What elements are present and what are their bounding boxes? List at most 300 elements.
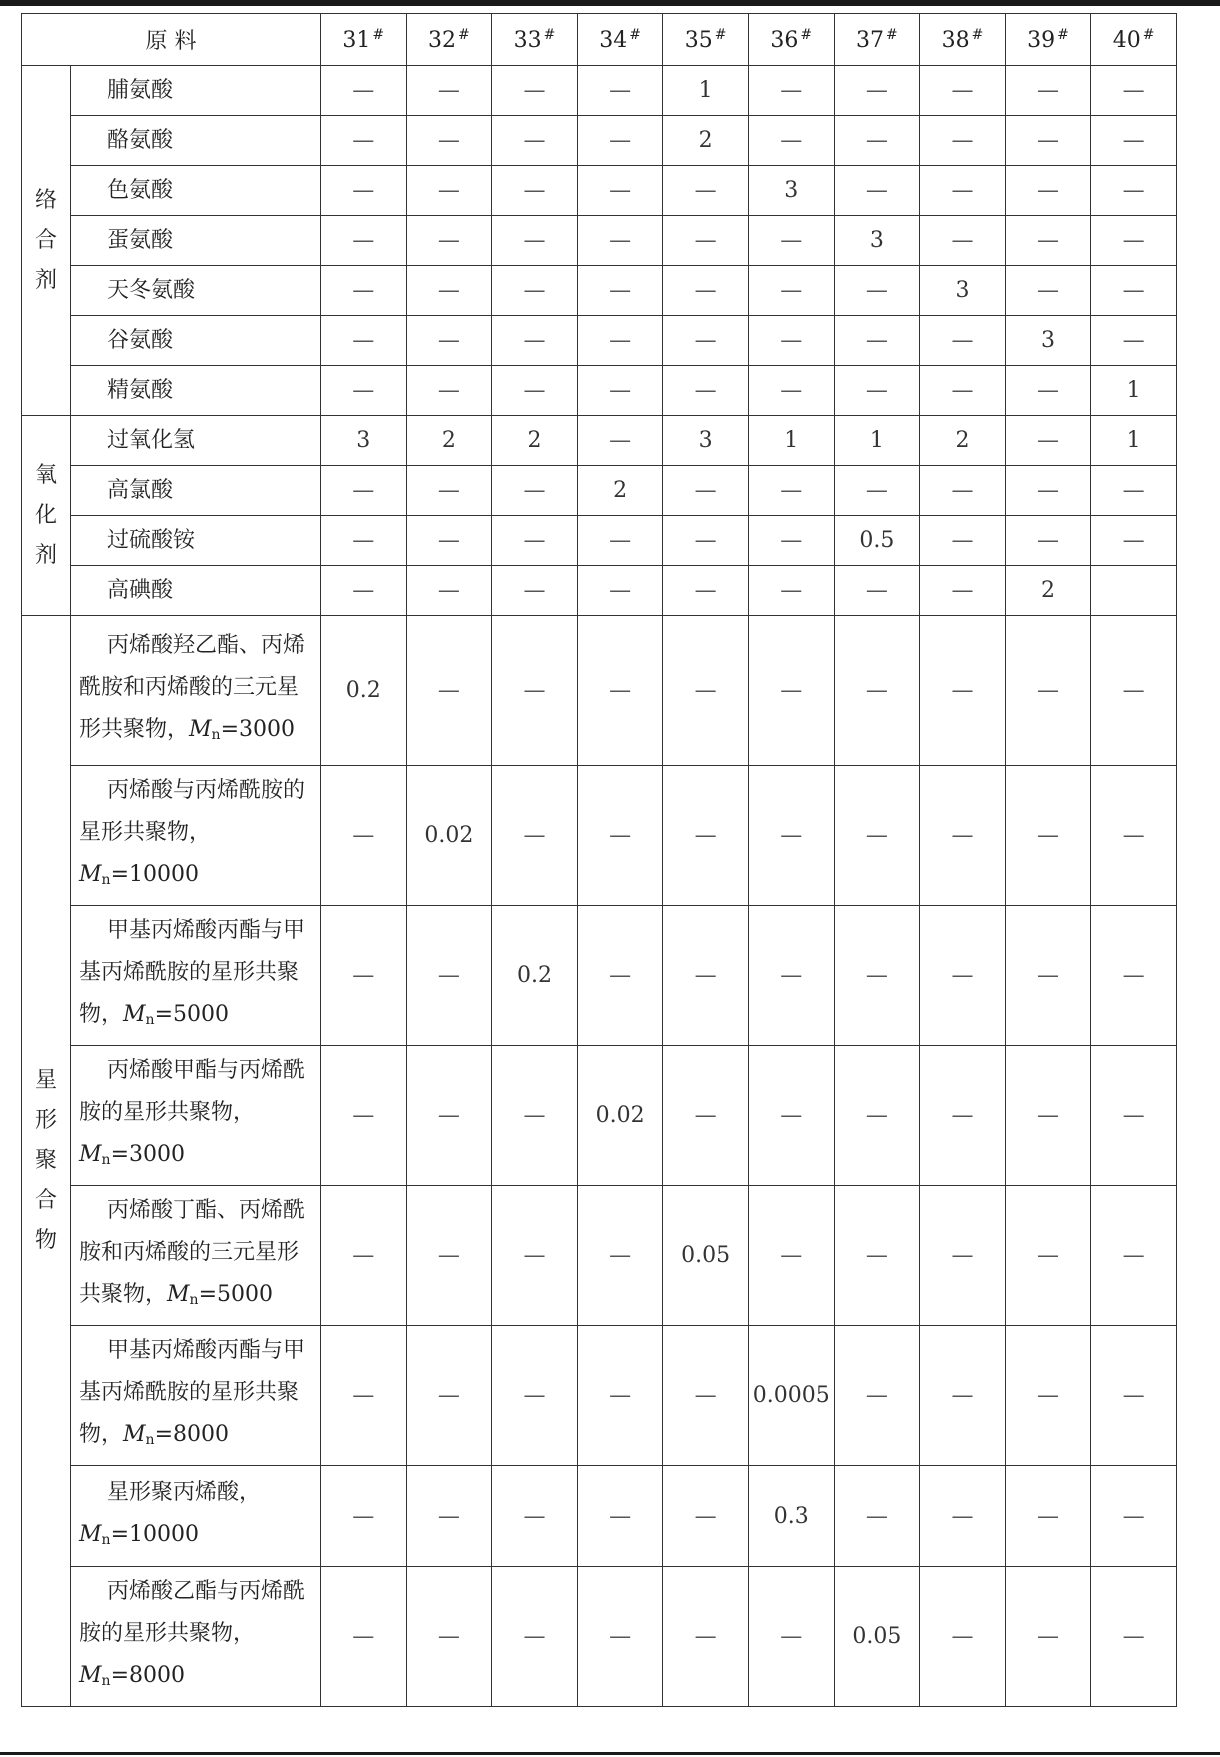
material-name — [71, 566, 321, 616]
value-cell: 0.05 — [834, 1567, 920, 1707]
value-cell: — — [920, 66, 1006, 116]
value-cell: — — [492, 1186, 578, 1326]
value-cell: — — [748, 216, 834, 266]
value-cell: — — [663, 466, 749, 516]
value-cell: — — [1091, 616, 1177, 766]
molecular-weight — [189, 717, 295, 742]
value-cell: — — [1005, 766, 1091, 906]
table-row — [22, 416, 1177, 466]
value-cell: — — [1005, 1466, 1091, 1567]
value-cell: — — [1091, 316, 1177, 366]
value-cell: — — [920, 616, 1006, 766]
material-name-text: 丙烯酸羟乙酯、丙烯酰胺和丙烯酸的三元星形共聚物， — [79, 633, 306, 742]
value-cell: — — [663, 566, 749, 616]
value-cell: — — [663, 1466, 749, 1567]
group-char: 络 — [34, 187, 57, 213]
value-cell: — — [1091, 1466, 1177, 1567]
value-cell: — — [577, 1567, 663, 1707]
value-cell: 3 — [920, 266, 1006, 316]
group-char: 剂 — [34, 267, 57, 293]
molecular-weight — [79, 862, 199, 887]
value-cell: — — [1091, 766, 1177, 906]
value-cell: — — [492, 1466, 578, 1567]
value-cell: — — [920, 466, 1006, 516]
value-cell: — — [834, 266, 920, 316]
value-cell: — — [834, 1326, 920, 1466]
value-cell: — — [1005, 906, 1091, 1046]
value-cell: — — [577, 616, 663, 766]
material-name — [71, 416, 321, 466]
value-cell: — — [406, 116, 492, 166]
value-cell: — — [1005, 266, 1091, 316]
value-cell: 3 — [748, 166, 834, 216]
value-cell: — — [1005, 416, 1091, 466]
value-cell: — — [663, 516, 749, 566]
value-cell: — — [406, 1466, 492, 1567]
material-name-text: 丙烯酸丁酯、丙烯酰胺和丙烯酸的三元星形共聚物， — [79, 1198, 306, 1307]
value-cell: — — [920, 1046, 1006, 1186]
value-cell: — — [920, 1186, 1006, 1326]
sample-hash: # — [885, 26, 898, 43]
value-cell: — — [321, 116, 407, 166]
value-cell: — — [1091, 1326, 1177, 1466]
material-name — [71, 1186, 321, 1326]
material-name-text: 脯氨酸 — [107, 77, 174, 103]
value-cell: — — [577, 66, 663, 116]
molecular-weight — [123, 1422, 229, 1447]
material-name — [71, 266, 321, 316]
value-cell: — — [406, 1326, 492, 1466]
value-cell: — — [663, 906, 749, 1046]
material-name — [71, 66, 321, 116]
group-char: 氧 — [34, 462, 57, 488]
table-row — [22, 516, 1177, 566]
value-cell: — — [1091, 1186, 1177, 1326]
mn-symbol: M — [167, 1282, 190, 1307]
material-name — [71, 516, 321, 566]
value-cell: — — [577, 116, 663, 166]
value-cell: — — [748, 66, 834, 116]
value-cell: 2 — [492, 416, 578, 466]
value-cell: — — [321, 466, 407, 516]
material-name — [71, 116, 321, 166]
material-name-text: 星形聚丙烯酸， — [107, 1479, 262, 1505]
sample-number: 36 — [770, 27, 799, 53]
group-char: 形 — [34, 1108, 57, 1133]
value-cell: 1 — [834, 416, 920, 466]
value-cell: — — [920, 1326, 1006, 1466]
value-cell: — — [920, 1466, 1006, 1567]
value-cell: 2 — [577, 466, 663, 516]
sample-header-35 — [663, 14, 749, 66]
value-cell: — — [321, 316, 407, 366]
mn-value: =10000 — [110, 1521, 199, 1547]
value-cell: — — [321, 66, 407, 116]
material-name-text: 高氯酸 — [107, 477, 174, 503]
material-name-text: 谷氨酸 — [107, 327, 174, 353]
value-cell: — — [1091, 516, 1177, 566]
mn-subscript: n — [145, 1012, 155, 1028]
mn-value: =8000 — [154, 1422, 229, 1447]
value-cell: — — [834, 1046, 920, 1186]
value-cell: — — [577, 1466, 663, 1567]
value-cell: — — [663, 1326, 749, 1466]
mn-symbol: M — [79, 1663, 102, 1688]
sample-number: 35 — [684, 27, 713, 53]
value-cell: — — [577, 216, 663, 266]
value-cell: — — [663, 766, 749, 906]
top-rule — [0, 0, 1220, 6]
value-cell: — — [1005, 1046, 1091, 1186]
table-row — [22, 1326, 1177, 1466]
material-name-text: 过硫酸铵 — [107, 527, 196, 553]
value-cell: — — [748, 566, 834, 616]
value-cell: — — [321, 906, 407, 1046]
value-cell: — — [748, 766, 834, 906]
value-cell: — — [577, 566, 663, 616]
value-cell: — — [577, 166, 663, 216]
value-cell: — — [834, 366, 920, 416]
value-cell: — — [577, 316, 663, 366]
value-cell: — — [492, 216, 578, 266]
value-cell: — — [321, 566, 407, 616]
table-row — [22, 766, 1177, 906]
value-cell: 1 — [1091, 366, 1177, 416]
sample-hash: # — [458, 26, 470, 43]
value-cell: — — [321, 1567, 407, 1707]
value-cell: — — [748, 906, 834, 1046]
table-row — [22, 1466, 1177, 1567]
value-cell: — — [321, 516, 407, 566]
table-row — [22, 266, 1177, 316]
value-cell: — — [321, 1466, 407, 1567]
material-name-text: 丙烯酸甲酯与丙烯酰胺的星形共聚物， — [79, 1058, 306, 1125]
value-cell: — — [1091, 166, 1177, 216]
material-name — [71, 1326, 321, 1466]
value-cell: — — [1091, 466, 1177, 516]
value-cell: 3 — [663, 416, 749, 466]
sample-hash: # — [1057, 26, 1069, 43]
material-name — [71, 316, 321, 366]
material-name — [71, 166, 321, 216]
table-row — [22, 616, 1177, 766]
table-row — [22, 366, 1177, 416]
value-cell: — — [406, 516, 492, 566]
value-cell: — — [834, 116, 920, 166]
material-name — [71, 1046, 321, 1186]
value-cell: — — [1005, 516, 1091, 566]
mn-subscript: n — [101, 1531, 111, 1548]
molecular-weight — [123, 1002, 229, 1027]
value-cell: — — [920, 166, 1006, 216]
value-cell: 1 — [748, 416, 834, 466]
value-cell: — — [1005, 1567, 1091, 1707]
mn-value: =3000 — [220, 717, 295, 742]
sample-header-32 — [406, 14, 492, 66]
value-cell: — — [492, 1567, 578, 1707]
value-cell: 3 — [321, 416, 407, 466]
value-cell: 1 — [1091, 416, 1177, 466]
group-char: 聚 — [34, 1148, 57, 1173]
material-name — [71, 1567, 321, 1707]
value-cell: 0.02 — [577, 1046, 663, 1186]
value-cell: — — [920, 516, 1006, 566]
value-cell: — — [748, 466, 834, 516]
molecular-weight — [79, 1663, 185, 1688]
group-label-oxidizer — [22, 416, 71, 616]
value-cell: — — [492, 1046, 578, 1186]
value-cell: — — [748, 1186, 834, 1326]
material-name — [71, 1466, 321, 1567]
group-label-star — [22, 616, 71, 1707]
value-cell: — — [492, 516, 578, 566]
value-cell: — — [406, 316, 492, 366]
group-char: 星 — [34, 1068, 57, 1093]
mn-value: =3000 — [110, 1142, 185, 1167]
value-cell: 3 — [834, 216, 920, 266]
material-name-text: 甲基丙烯酸丙酯与甲基丙烯酰胺的星形共聚物， — [79, 918, 306, 1027]
table-row — [22, 1567, 1177, 1707]
value-cell: — — [834, 766, 920, 906]
table-row — [22, 316, 1177, 366]
mn-symbol: M — [189, 717, 212, 742]
value-cell: — — [920, 906, 1006, 1046]
value-cell: — — [406, 216, 492, 266]
mn-value: =5000 — [198, 1282, 273, 1307]
value-cell: — — [920, 566, 1006, 616]
value-cell: — — [492, 616, 578, 766]
value-cell: — — [406, 1046, 492, 1186]
mn-value: =8000 — [110, 1663, 185, 1688]
value-cell: — — [748, 366, 834, 416]
mn-symbol: M — [79, 1142, 102, 1167]
value-cell: — — [663, 166, 749, 216]
mn-value: =5000 — [154, 1002, 229, 1027]
value-cell: — — [492, 66, 578, 116]
value-cell: — — [321, 216, 407, 266]
mn-symbol: M — [123, 1002, 146, 1027]
value-cell: — — [834, 906, 920, 1046]
value-cell: — — [1091, 116, 1177, 166]
value-cell: — — [663, 266, 749, 316]
value-cell: 0.5 — [834, 516, 920, 566]
sample-hash: # — [1142, 26, 1155, 43]
value-cell: — — [321, 366, 407, 416]
material-name-text: 色氨酸 — [107, 177, 174, 203]
value-cell: — — [748, 1046, 834, 1186]
value-cell: — — [748, 266, 834, 316]
value-cell: — — [406, 66, 492, 116]
value-cell: — — [1005, 1326, 1091, 1466]
value-cell: — — [492, 266, 578, 316]
sample-hash: # — [971, 26, 984, 43]
material-name-text: 天冬氨酸 — [107, 277, 196, 303]
table-row — [22, 116, 1177, 166]
mn-symbol: M — [123, 1422, 146, 1447]
sample-header-39 — [1005, 14, 1091, 66]
value-cell: — — [321, 1046, 407, 1186]
value-cell: — — [834, 1186, 920, 1326]
value-cell: — — [920, 366, 1006, 416]
value-cell: — — [492, 366, 578, 416]
mn-subscript: n — [145, 1432, 155, 1448]
material-name-text: 酪氨酸 — [107, 127, 174, 153]
value-cell: — — [321, 166, 407, 216]
value-cell: — — [663, 366, 749, 416]
value-cell: — — [663, 216, 749, 266]
value-cell: 0.05 — [663, 1186, 749, 1326]
value-cell: — — [1005, 216, 1091, 266]
value-cell: — — [834, 566, 920, 616]
table-row — [22, 166, 1177, 216]
mn-subscript: n — [101, 1673, 111, 1689]
value-cell: 3 — [1005, 316, 1091, 366]
value-cell: — — [1005, 466, 1091, 516]
group-char: 物 — [34, 1228, 57, 1253]
sample-header-36 — [748, 14, 834, 66]
value-cell: — — [834, 616, 920, 766]
value-cell: — — [920, 116, 1006, 166]
sample-number: 38 — [941, 27, 970, 53]
sample-hash: # — [543, 26, 556, 43]
value-cell: — — [1005, 616, 1091, 766]
value-cell: 0.02 — [406, 766, 492, 906]
value-cell: — — [1005, 116, 1091, 166]
sample-hash: # — [800, 26, 813, 43]
value-cell: — — [492, 466, 578, 516]
value-cell: — — [1091, 1046, 1177, 1186]
mn-subscript: n — [211, 727, 221, 743]
value-cell: — — [492, 766, 578, 906]
value-cell: 0.3 — [748, 1466, 834, 1567]
formulation-table — [21, 13, 1177, 1707]
value-cell: — — [1005, 166, 1091, 216]
value-cell: — — [663, 616, 749, 766]
material-name-text: 丙烯酸与丙烯酰胺的星形共聚物， — [79, 778, 306, 845]
bottom-rule — [0, 1752, 1220, 1755]
value-cell: — — [834, 66, 920, 116]
material-name — [71, 766, 321, 906]
mn-subscript: n — [101, 872, 111, 888]
mn-subscript: n — [101, 1152, 111, 1168]
value-cell: 2 — [406, 416, 492, 466]
sample-header-37 — [834, 14, 920, 66]
value-cell: 2 — [663, 116, 749, 166]
value-cell: — — [406, 166, 492, 216]
value-cell: — — [920, 1567, 1006, 1707]
value-cell: — — [492, 566, 578, 616]
value-cell: — — [834, 316, 920, 366]
value-cell: — — [406, 266, 492, 316]
sample-header-33 — [492, 14, 578, 66]
value-cell: — — [321, 1186, 407, 1326]
group-char: 合 — [34, 227, 57, 253]
value-cell: — — [406, 566, 492, 616]
value-cell: 0.2 — [321, 616, 407, 766]
molecular-weight — [79, 1142, 185, 1167]
value-cell: — — [577, 1326, 663, 1466]
material-name — [71, 616, 321, 766]
value-cell: — — [577, 766, 663, 906]
sample-number: 34 — [599, 27, 628, 53]
material-name-text: 高碘酸 — [107, 577, 174, 603]
mn-symbol: M — [79, 862, 102, 887]
sample-number: 31 — [342, 27, 371, 53]
mn-subscript: n — [189, 1292, 199, 1308]
value-cell: — — [577, 416, 663, 466]
material-name-text: 精氨酸 — [107, 377, 174, 403]
sample-header-40 — [1091, 14, 1177, 66]
material-name-text: 过氧化氢 — [107, 427, 196, 453]
value-cell: — — [748, 616, 834, 766]
value-cell — [1091, 566, 1177, 616]
value-cell: 1 — [663, 66, 749, 116]
group-char: 剂 — [34, 542, 57, 568]
mn-symbol: M — [79, 1521, 102, 1547]
value-cell: — — [748, 516, 834, 566]
value-cell: — — [321, 766, 407, 906]
table-row — [22, 1186, 1177, 1326]
value-cell: — — [663, 1046, 749, 1186]
value-cell: — — [748, 1567, 834, 1707]
value-cell: — — [920, 766, 1006, 906]
value-cell: — — [492, 116, 578, 166]
value-cell: — — [406, 1186, 492, 1326]
sample-number: 37 — [855, 27, 884, 53]
value-cell: — — [834, 466, 920, 516]
value-cell: — — [577, 516, 663, 566]
value-cell: — — [1091, 216, 1177, 266]
value-cell: — — [748, 116, 834, 166]
header-row — [22, 14, 1177, 66]
value-cell: — — [663, 316, 749, 366]
value-cell: — — [406, 1567, 492, 1707]
value-cell: — — [577, 1186, 663, 1326]
table-row — [22, 1046, 1177, 1186]
value-cell: — — [577, 906, 663, 1046]
molecular-weight — [167, 1282, 273, 1307]
material-name-text: 丙烯酸乙酯与丙烯酰胺的星形共聚物， — [79, 1579, 306, 1646]
value-cell: — — [663, 1567, 749, 1707]
material-name — [71, 466, 321, 516]
sample-hash: # — [714, 26, 727, 43]
value-cell: — — [1091, 906, 1177, 1046]
material-name-text: 蛋氨酸 — [107, 227, 174, 253]
value-cell: — — [406, 616, 492, 766]
table-row — [22, 66, 1177, 116]
table-row — [22, 566, 1177, 616]
material-name — [71, 366, 321, 416]
value-cell: 0.0005 — [748, 1326, 834, 1466]
value-cell: — — [1091, 266, 1177, 316]
value-cell: — — [406, 906, 492, 1046]
molecular-weight — [79, 1522, 199, 1547]
sample-header-34 — [577, 14, 663, 66]
sample-header-31 — [321, 14, 407, 66]
value-cell: — — [834, 1466, 920, 1567]
value-cell: — — [577, 366, 663, 416]
sample-hash: # — [629, 26, 641, 43]
material-name — [71, 906, 321, 1046]
value-cell: — — [834, 166, 920, 216]
value-cell: — — [1005, 1186, 1091, 1326]
table-row — [22, 906, 1177, 1046]
sample-hash: # — [372, 26, 385, 43]
value-cell: — — [1091, 1567, 1177, 1707]
material-name-text: 甲基丙烯酸丙酯与甲基丙烯酰胺的星形共聚物， — [79, 1338, 306, 1447]
value-cell: — — [577, 266, 663, 316]
sample-number: 39 — [1027, 27, 1056, 53]
